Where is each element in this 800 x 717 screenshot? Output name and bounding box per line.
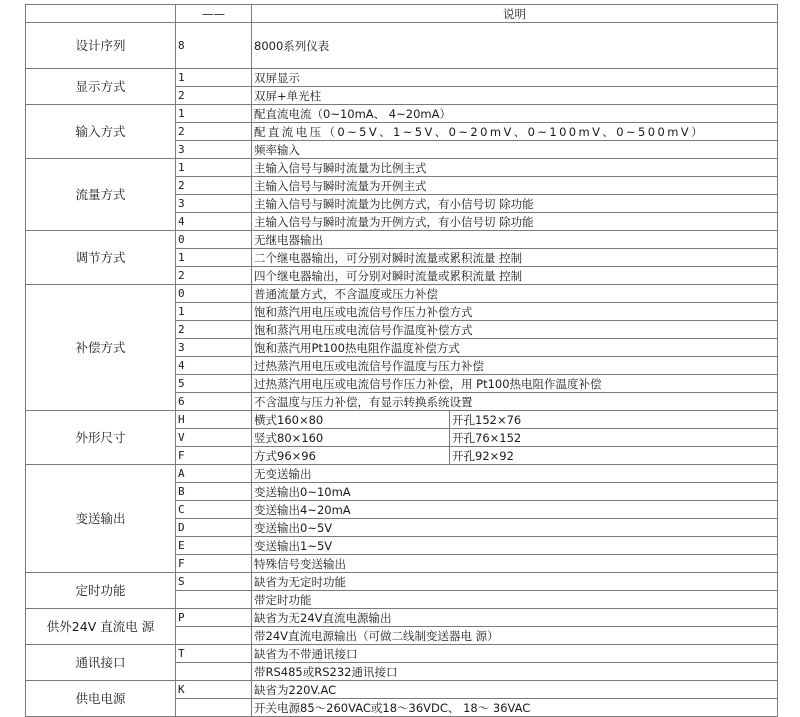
- description-cell: 配直流电压（0~5V、1~5V、0~20mV、0~100mV、0~500mV）: [252, 123, 778, 141]
- table-row: [26, 105, 778, 123]
- code-cell: 1: [176, 105, 252, 123]
- description-cell: 主输入信号与瞬时流量为开例方式，有小信号切 除功能: [252, 213, 778, 231]
- table-row: [26, 609, 778, 627]
- code-cell: B: [176, 483, 252, 501]
- cutout-size-cell: 开孔92×92: [450, 447, 778, 465]
- description-cell: 特殊信号变送输出: [252, 555, 778, 573]
- code-cell: [176, 627, 252, 645]
- description-cell: 缺省为无定时功能: [252, 573, 778, 591]
- code-cell: E: [176, 537, 252, 555]
- code-cell: H: [176, 411, 252, 429]
- code-cell: S: [176, 573, 252, 591]
- code-cell: [176, 591, 252, 609]
- description-cell: 竖式80×160: [252, 429, 450, 447]
- description-cell: 配直流电流（0~10mA、 4~20mA）: [252, 105, 778, 123]
- code-cell: C: [176, 501, 252, 519]
- code-cell: D: [176, 519, 252, 537]
- table-row: [26, 465, 778, 483]
- code-cell: 3: [176, 339, 252, 357]
- cutout-size-cell: 开孔76×152: [450, 429, 778, 447]
- cutout-size-cell: 开孔152×76: [450, 411, 778, 429]
- code-cell: F: [176, 555, 252, 573]
- description-cell: 变送输出0~10mA: [252, 483, 778, 501]
- category-cell: 外形尺寸: [26, 411, 176, 465]
- description-cell: 饱和蒸汽用电压或电流信号作温度补偿方式: [252, 321, 778, 339]
- code-cell: 1: [176, 303, 252, 321]
- code-cell: 4: [176, 357, 252, 375]
- code-cell: 1: [176, 249, 252, 267]
- code-cell: P: [176, 609, 252, 627]
- description-cell: 带定时功能: [252, 591, 778, 609]
- description-cell: 缺省为无24V直流电源输出: [252, 609, 778, 627]
- code-cell: 0: [176, 285, 252, 303]
- code-cell: 6: [176, 393, 252, 411]
- description-cell: 8000系列仪表: [252, 23, 778, 69]
- code-cell: 0: [176, 231, 252, 249]
- category-cell: 调节方式: [26, 231, 176, 285]
- category-cell: 通讯接口: [26, 645, 176, 681]
- code-cell: 8: [176, 23, 252, 69]
- category-cell: 设计序列: [26, 23, 176, 69]
- spec-table: [25, 4, 778, 717]
- category-cell: 供外24V 直流电 源: [26, 609, 176, 645]
- description-cell: 变送输出4~20mA: [252, 501, 778, 519]
- description-cell: 缺省为不带通讯接口: [252, 645, 778, 663]
- description-cell: 缺省为220V.AC: [252, 681, 778, 699]
- code-cell: 2: [176, 87, 252, 105]
- code-cell: 1: [176, 69, 252, 87]
- description-cell: 横式160×80: [252, 411, 450, 429]
- table-row: [26, 645, 778, 663]
- description-cell: 过热蒸汽用电压或电流信号作温度与压力补偿: [252, 357, 778, 375]
- code-cell: 3: [176, 195, 252, 213]
- code-cell: F: [176, 447, 252, 465]
- code-cell: 2: [176, 321, 252, 339]
- description-cell: 变送输出0~5V: [252, 519, 778, 537]
- code-cell: [176, 663, 252, 681]
- description-cell: 方式96×96: [252, 447, 450, 465]
- spec-body: [26, 23, 778, 717]
- category-cell: 显示方式: [26, 69, 176, 105]
- description-cell: 过热蒸汽用电压或电流信号作压力补偿，用 Pt100热电阻作温度补偿: [252, 375, 778, 393]
- code-cell: 3: [176, 141, 252, 159]
- header-code: ——: [176, 5, 252, 23]
- description-cell: 无变送输出: [252, 465, 778, 483]
- description-cell: 四个继电器输出，可分别对瞬时流量或累积流量 控制: [252, 267, 778, 285]
- description-cell: 二个继电器输出，可分别对瞬时流量或累积流量 控制: [252, 249, 778, 267]
- table-row: [26, 681, 778, 699]
- code-cell: K: [176, 681, 252, 699]
- code-cell: 2: [176, 267, 252, 285]
- category-cell: 定时功能: [26, 573, 176, 609]
- table-row: [26, 69, 778, 87]
- code-cell: 2: [176, 177, 252, 195]
- header-category: [26, 5, 176, 23]
- description-cell: 双屏显示: [252, 69, 778, 87]
- description-cell: 开关电源85～260VAC或18～36VDC、 18～ 36VAC: [252, 699, 778, 717]
- description-cell: 变送输出1~5V: [252, 537, 778, 555]
- code-cell: A: [176, 465, 252, 483]
- code-cell: [176, 699, 252, 717]
- description-cell: 主输入信号与瞬时流量为开例主式: [252, 177, 778, 195]
- header-desc: 说明: [252, 5, 778, 23]
- table-row: [26, 411, 778, 429]
- category-cell: 供电电源: [26, 681, 176, 717]
- table-row: [26, 159, 778, 177]
- description-cell: 频率输入: [252, 141, 778, 159]
- code-cell: 2: [176, 123, 252, 141]
- code-cell: V: [176, 429, 252, 447]
- code-cell: T: [176, 645, 252, 663]
- description-cell: 双屏+单光柱: [252, 87, 778, 105]
- description-cell: 普通流量方式，不含温度或压力补偿: [252, 285, 778, 303]
- table-row: [26, 285, 778, 303]
- description-cell: 带24V直流电源输出（可做二线制变送器电 源）: [252, 627, 778, 645]
- table-row: [26, 23, 778, 69]
- description-cell: 不含温度与压力补偿，有显示转换系统设置: [252, 393, 778, 411]
- table-row: [26, 231, 778, 249]
- header-row: [26, 5, 778, 23]
- category-cell: 流量方式: [26, 159, 176, 231]
- description-cell: 无继电器输出: [252, 231, 778, 249]
- code-cell: 1: [176, 159, 252, 177]
- code-cell: 4: [176, 213, 252, 231]
- table-row: [26, 573, 778, 591]
- description-cell: 饱和蒸汽用电压或电流信号作压力补偿方式: [252, 303, 778, 321]
- category-cell: 输入方式: [26, 105, 176, 159]
- description-cell: 饱和蒸汽用Pt100热电阻作温度补偿方式: [252, 339, 778, 357]
- description-cell: 带RS485或RS232通讯接口: [252, 663, 778, 681]
- code-cell: 5: [176, 375, 252, 393]
- category-cell: 补偿方式: [26, 285, 176, 411]
- category-cell: 变送输出: [26, 465, 176, 573]
- description-cell: 主输入信号与瞬时流量为比例主式: [252, 159, 778, 177]
- description-cell: 主输入信号与瞬时流量为比例方式，有小信号切 除功能: [252, 195, 778, 213]
